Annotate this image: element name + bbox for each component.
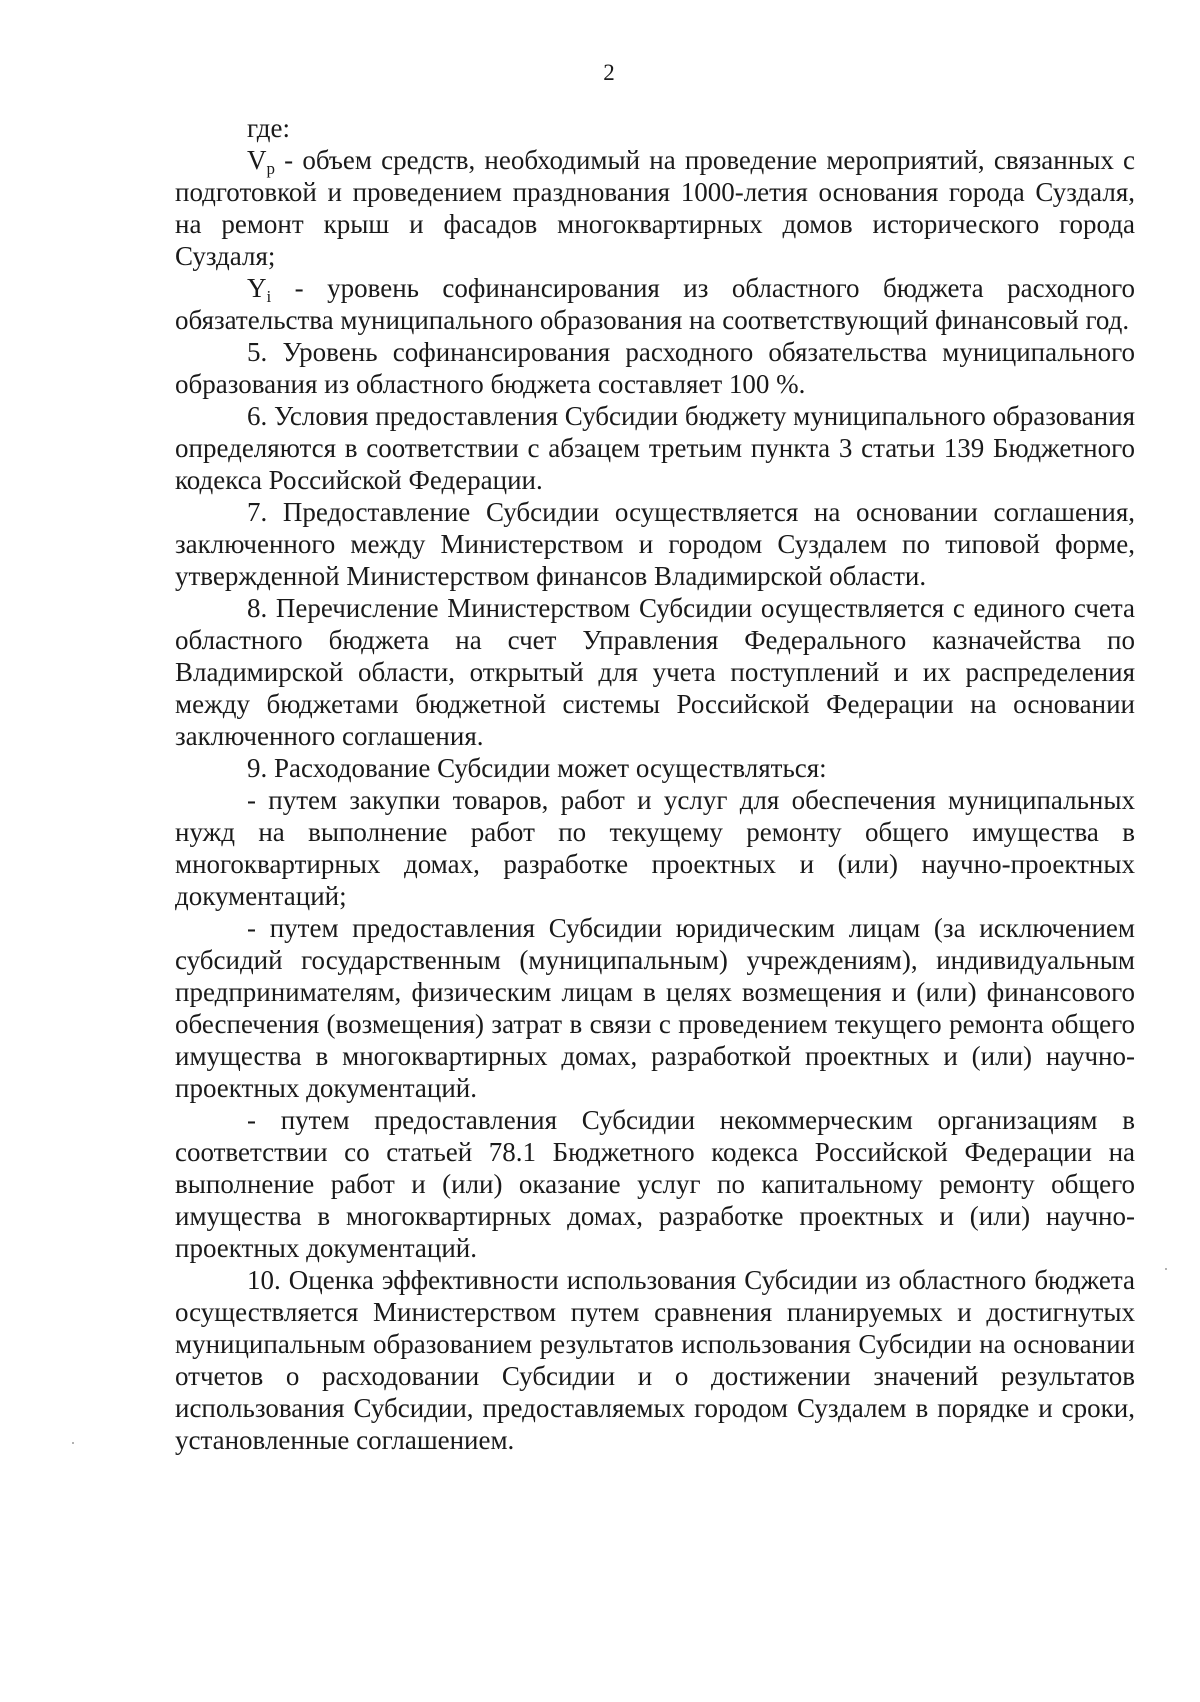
paragraph-9: 9. Расходование Субсидии может осуществляться: [247, 753, 827, 783]
paragraph-vp-definition [175, 144, 1135, 272]
page-number: 2 [603, 60, 615, 85]
vp-definition-text: - объем средств, необходимый на проведение мероприятий, связанных с подготовкой и проведением празднования 1000-летия основания города Суздаля, на ремонт крыш и фасадов многоквартирных домов исторического города Суздаля; [175, 145, 1135, 271]
paragraph-9-item-legal-entities: - путем предоставления Субсидии юридическим лицам (за исключением субсидий государственным (муниципальным) учреждениям), индивидуальным предпринимателям, физическим лицам в целях возмещения и (или) финансового обеспечения (возмещения) затрат в связи с проведением текущего ремонта общего имущества в многоквартирных домах, разработкой проектных и (или) научно-проектных документаций. [175, 913, 1135, 1103]
paragraph-yi-definition [175, 272, 1135, 336]
document-body [175, 112, 1135, 1456]
symbol-v-subscript: р [266, 159, 275, 178]
paragraph-6: 6. Условия предоставления Субсидии бюджету муниципального образования определяются в соответствии с абзацем третьим пункта 3 статьи 139 Бюджетного кодекса Российской Федерации. [175, 401, 1135, 495]
paragraph-9-item-nonprofits: - путем предоставления Субсидии некоммерческим организациям в соответствии со статьей 78.1 Бюджетного кодекса Российской Федерации на выполнение работ и (или) оказание услуг по капитальному ремонту общего имущества в многоквартирных домах, разработке проектных и (или) научно-проектных документаций. [175, 1105, 1135, 1263]
paragraph-10: 10. Оценка эффективности использования Субсидии из областного бюджета осуществляется Министерством путем сравнения планируемых и достигнутых муниципальным образованием результатов использования Субсидии на основании отчетов о расходовании Субсидии и о достижении значений результатов использования Субсидии, предоставляемых городом Суздалем в порядке и сроки, установленные соглашением. [175, 1265, 1135, 1455]
paragraph-7: 7. Предоставление Субсидии осуществляется на основании соглашения, заключенного между Министерством и городом Суздалем по типовой форме, утвержденной Министерством финансов Владимирской области. [175, 497, 1135, 591]
symbol-v: V [247, 145, 267, 175]
yi-definition-text: - уровень софинансирования из областного бюджета расходного обязательства муниципального образования на соответствующий финансовый год. [175, 273, 1135, 335]
scan-speck [72, 1442, 74, 1444]
scan-speck [1165, 1268, 1167, 1270]
symbol-y: Y [247, 273, 267, 303]
paragraph-9-item-procurement: - путем закупки товаров, работ и услуг для обеспечения муниципальных нужд на выполнение работ по текущему ремонту общего имущества в многоквартирных домах, разработке проектных и (или) научно-проектных документаций; [175, 785, 1135, 911]
symbol-y-subscript: i [266, 287, 272, 306]
paragraph-where: где: [247, 113, 290, 143]
paragraph-5: 5. Уровень софинансирования расходного обязательства муниципального образования из областного бюджета составляет 100 %. [175, 337, 1135, 399]
paragraph-8: 8. Перечисление Министерством Субсидии осуществляется с единого счета областного бюджета на счет Управления Федерального казначейства по Владимирской области, открытый для учета поступлений и их распределения между бюджетами бюджетной системы Российской Федерации на основании заключенного соглашения. [175, 593, 1135, 751]
